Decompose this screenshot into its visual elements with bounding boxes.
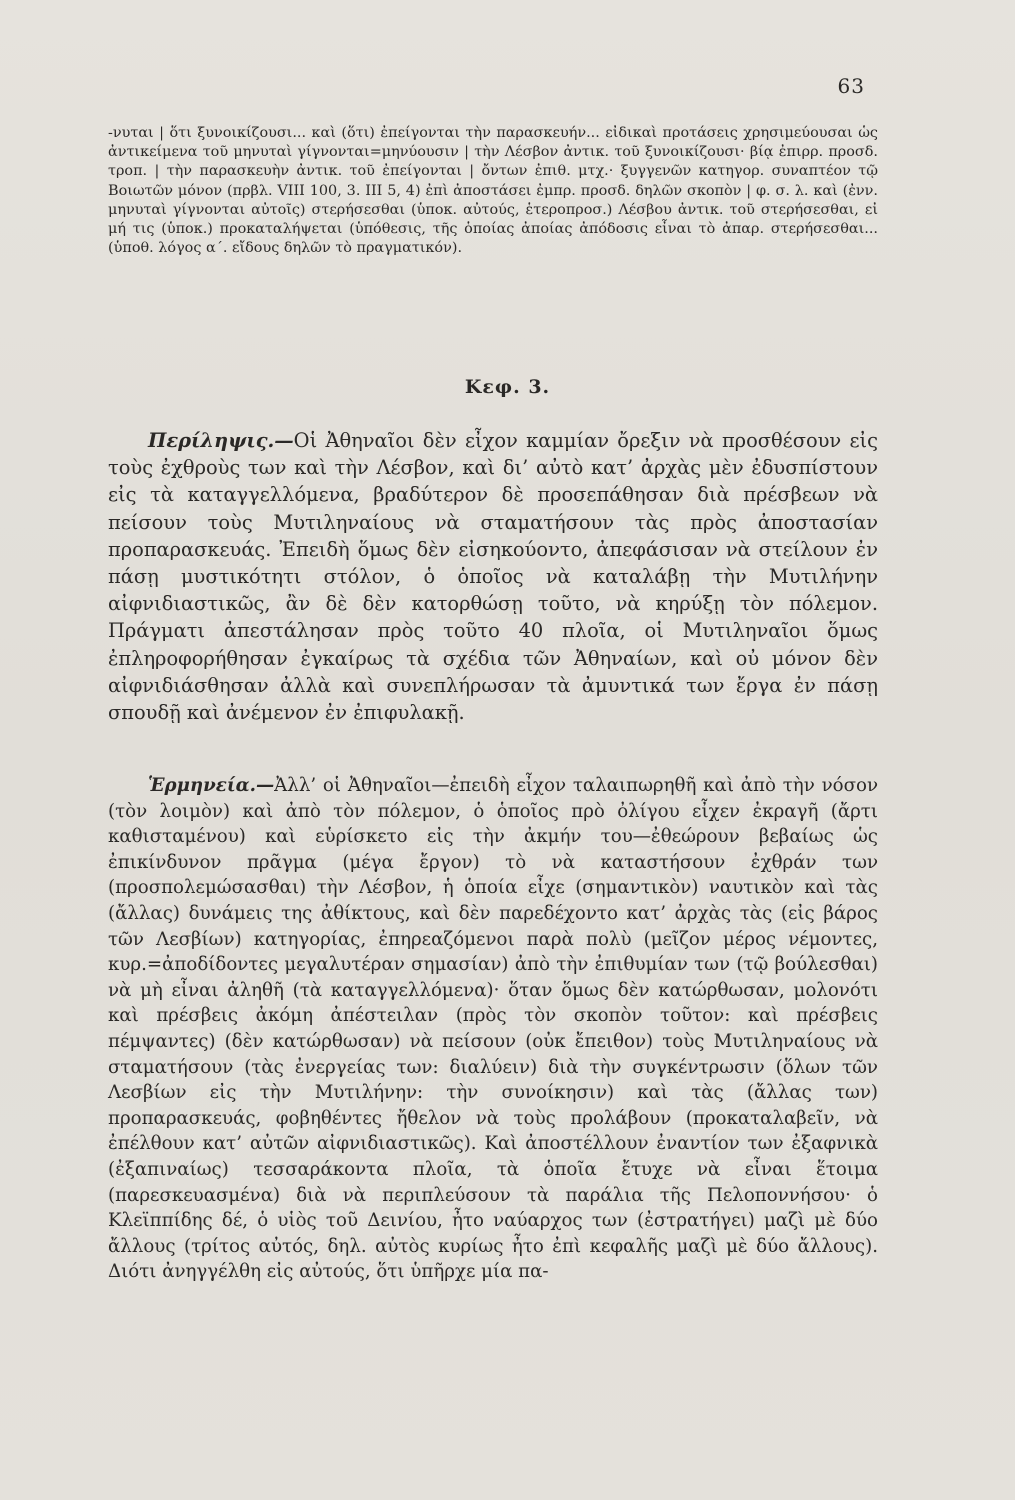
- summary-label: Περίληψις.—: [148, 429, 294, 452]
- page-number: 63: [837, 74, 865, 98]
- summary-text: Οἱ Ἀθηναῖοι δὲν εἶχον καμμίαν ὄρεξιν νὰ προσθέσουν εἰς τοὺς ἐχθροὺς των καὶ τὴν Λέσβον, καὶ δι’ αὐτὸ κατ’ ἀρχὰς μὲν ἐδυσπίστουν εἰς τὰ καταγγελλόμενα, βραδύτερον δὲ προσεπάθησαν διὰ πρέσβεων νὰ πείσουν τοὺς Μυτιληναίους νὰ σταματήσουν τὰς πρὸς ἀποστασίαν προπαρασκευάς. Ἐπειδὴ ὅμως δὲν εἰσηκούοντο, ἀπεφάσισαν νὰ στείλουν ἐν πάσῃ μυστικότητι στόλον, ὁ ὁποῖος νὰ καταλάβῃ τὴν Μυτιλήνην αἰφνιδιαστικῶς, ἂν δὲ δὲν κατορθώσῃ τοῦτο, νὰ κηρύξῃ τὸν πόλεμον. Πράγματι ἀπεστάλησαν πρὸς τοῦτο 40 πλοῖα, οἱ Μυτιληναῖοι ὅμως ἐπληροφορήθησαν ἐγκαίρως τὰ σχέδια τῶν Ἀθηναίων, καὶ οὐ μόνον δὲν αἰφνιδιάσθησαν ἀλλὰ καὶ συνεπλήρωσαν τὰ ἀμυντικά των ἔργα ἐν πάσῃ σπουδῇ καὶ ἀνέμενον ἐν ἐπιφυλακῇ.: [108, 429, 878, 725]
- interpretation-text: Ἀλλ’ οἱ Ἀθηναῖοι—ἐπειδὴ εἶχον ταλαιπωρηθῆ καὶ ἀπὸ τὴν νόσον (τὸν λοιμὸν) καὶ ἀπὸ τὸν πόλεμον, ὁ ὁποῖος πρὸ ὀλίγου εἶχεν ἐκραγῆ (ἄρτι καθισταμένου) καὶ εὑρίσκετο εἰς τὴν ἀκμήν του—ἐθεώρουν βεβαίως ὡς ἐπικίνδυνον πρᾶγμα (μέγα ἔργον) τὸ νὰ καταστήσουν ἐχθράν των (προσπολεμώσασθαι) τὴν Λέσβον, ἡ ὁποία εἶχε (σημαντικὸν) ναυτικὸν καὶ τὰς (ἄλλας) δυνάμεις της ἀθίκτους, καὶ δὲν παρεδέχοντο κατ’ ἀρχὰς τὰς (εἰς βάρος τῶν Λεσβίων) κατηγορίας, ἐπηρεαζόμενοι παρὰ πολὺ (μεῖζον μέρος νέμοντες, κυρ.=ἀποδίδοντες μεγαλυτέραν σημασίαν) ἀπὸ τὴν ἐπιθυμίαν των (τῷ βούλεσθαι) νὰ μὴ εἶναι ἀληθῆ (τὰ καταγγελλόμενα)· ὅταν ὅμως δὲν κατώρθωσαν, μολονότι καὶ πρέσβεις ἀκόμη ἀπέστειλαν (πρὸς τὸν σκοπὸν τοῦτον: καὶ πρέσβεις πέμψαντες) (δὲν κατώρθωσαν) νὰ πείσουν (οὐκ ἔπειθον) τοὺς Μυτιληναίους νὰ σταματήσουν (τὰς ἐνεργείας των: διαλύειν) διὰ τὴν συγκέντρωσιν (ὅλων τῶν Λεσβίων εἰς τὴν Μυτιλήνην: τὴν συνοίκησιν) καὶ τὰς (ἄλλας των) προπαρασκευάς, φοβηθέντες ἤθελον νὰ τοὺς προλάβουν (προκαταλαβεῖν, νὰ ἐπέλθουν κατ’ αὐτῶν αἰφνιδιαστικῶς). Καὶ ἀποστέλλουν ἐναντίον των ἐξαφνικὰ (ἐξαπιναίως) τεσσαράκοντα πλοῖα, τὰ ὁποῖα ἔτυχε νὰ εἶναι ἕτοιμα (παρεσκευασμένα) διὰ νὰ περιπλεύσουν τὰ παράλια τῆς Πελοποννήσου· ὁ Κλεϊππίδης δέ, ὁ υἱὸς τοῦ Δεινίου, ἦτο ναύαρχος των (ἐστρατήγει) μαζὶ μὲ δύο ἄλλους (τρίτος αὐτός, δηλ. αὐτὸς κυρίως ἦτο ἐπὶ κεφαλῆς μαζὶ μὲ δύο ἄλλους). Διότι ἀνηγγέλθη εἰς αὐτούς, ὅτι ὑπῆρχε μία πα-: [108, 775, 878, 1283]
- interpretation-label: Ἑρμηνεία.—: [148, 775, 275, 796]
- interpretation-paragraph: [108, 773, 878, 1285]
- summary-paragraph: [108, 427, 878, 726]
- chapter-heading: Κεφ. 3.: [464, 376, 551, 398]
- grammatical-notes: -νυται | ὅτι ξυνοικίζουσι... καὶ (ὅτι) ἐπείγονται τὴν παρασκευήν... εἰδικαὶ προτάσεις χρησιμεύουσαι ὡς ἀντικείμενα τοῦ μηνυταὶ γίγνονται=μηνύουσιν | τὴν Λέσβον ἀντικ. τοῦ ξυνοικίζουσι· βίᾳ ἐπιρρ. προσδ. τροπ. | τὴν παρασκευὴν ἀντικ. τοῦ ἐπείγονται | ὄντων ἐπιθ. μτχ.· ξυγγενῶν κατηγορ. συναπτέον τῷ Βοιωτῶν μόνον (πρβλ. VIII 100, 3. III 5, 4) ἐπὶ ἀποστάσει ἐμπρ. προσδ. δηλῶν σκοπὸν | φ. σ. λ. καὶ (ἐνν. μηνυταὶ γίγνονται αὐτοῖς) στερήσεσθαι (ὑποκ. αὐτούς, ἑτεροπροσ.) Λέσβου ἀντικ. τοῦ στερήσεσθαι, εἰ μή τις (ὑποκ.) προκαταλήψεται (ὑπόθεσις, τῆς ὁποίας ἀποίας ἀπόδοσις εἶναι τὸ ἀπαρ. στερήσεσθαι... (ὑποθ. λόγος α΄. εἴδους δηλῶν τὸ πραγματικόν).: [108, 125, 878, 257]
